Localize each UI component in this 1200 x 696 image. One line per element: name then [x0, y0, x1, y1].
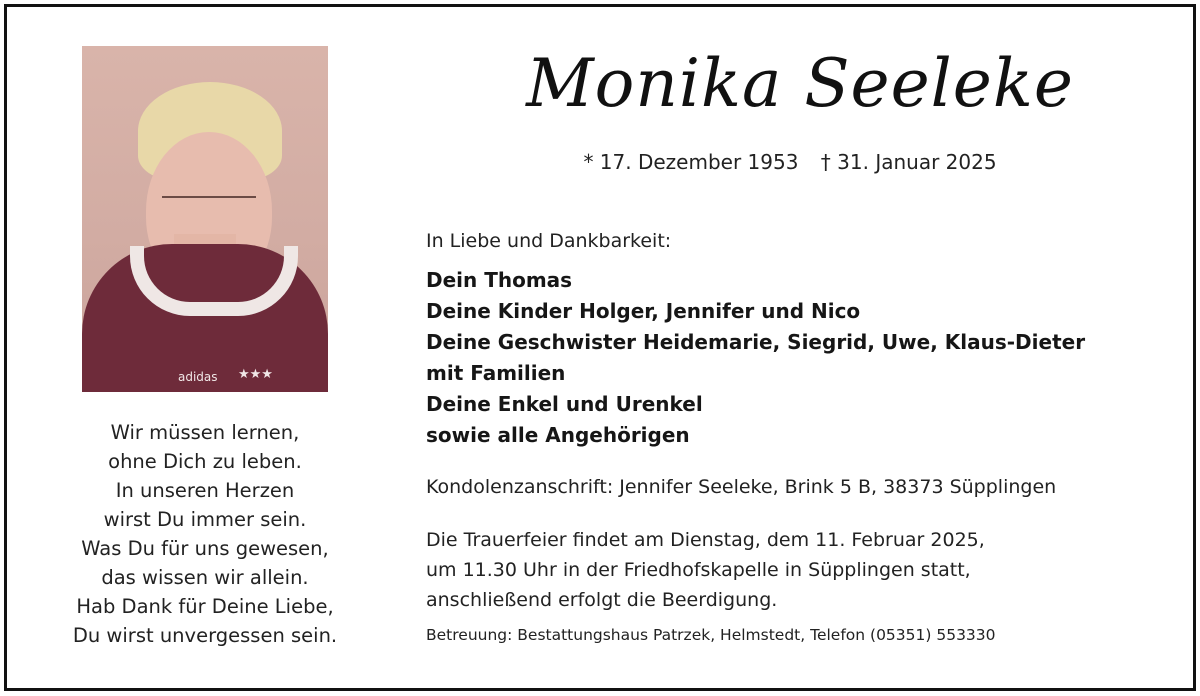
mourner-line: Deine Geschwister Heidemarie, Siegrid, Uwe, Klaus-Dieter — [426, 330, 1086, 354]
funeral-line: Die Trauerfeier findet am Dienstag, dem 11. Februar 2025, — [426, 529, 985, 551]
poem-line: wirst Du immer sein. — [103, 508, 307, 531]
photo-stars: ★★★ — [238, 367, 273, 382]
memorial-poem — [40, 418, 370, 650]
mourner-line: Deine Enkel und Urenkel — [426, 392, 703, 416]
birth-date: * 17. Dezember 1953 — [583, 150, 799, 174]
mourner-line: Deine Kinder Holger, Jennifer und Nico — [426, 299, 861, 323]
photo-logo: adidas — [178, 370, 218, 384]
deceased-name: Monika Seeleke — [526, 45, 1074, 122]
mourner-line: sowie alle Angehörigen — [426, 423, 690, 447]
poem-line: In unseren Herzen — [115, 479, 295, 502]
undertaker-info: Betreuung: Bestattungshaus Patrzek, Helmstedt, Telefon (05351) 553330 — [426, 626, 996, 644]
photo-glasses — [162, 196, 256, 220]
poem-line: Hab Dank für Deine Liebe, — [76, 595, 334, 618]
death-date: † 31. Januar 2025 — [820, 150, 997, 174]
poem-line: Du wirst unvergessen sein. — [72, 624, 338, 647]
mourner-line: Dein Thomas — [426, 268, 573, 292]
condolence-address: Kondolenzanschrift: Jennifer Seeleke, Brink 5 B, 38373 Süpplingen — [426, 476, 1057, 498]
poem-line: Was Du für uns gewesen, — [81, 537, 329, 560]
life-dates — [520, 150, 1060, 174]
mourners-intro: In Liebe und Dankbarkeit: — [426, 230, 672, 252]
portrait-photo — [82, 46, 328, 392]
mourners-list — [426, 265, 1166, 451]
funeral-notice — [426, 525, 1166, 615]
poem-line: Wir müssen lernen, — [110, 421, 300, 444]
funeral-line: um 11.30 Uhr in der Friedhofskapelle in Süpplingen statt, — [426, 559, 971, 581]
funeral-line: anschließend erfolgt die Beerdigung. — [426, 589, 778, 611]
poem-line: das wissen wir allein. — [101, 566, 309, 589]
mourner-line: mit Familien — [426, 361, 566, 385]
poem-line: ohne Dich zu leben. — [108, 450, 302, 473]
